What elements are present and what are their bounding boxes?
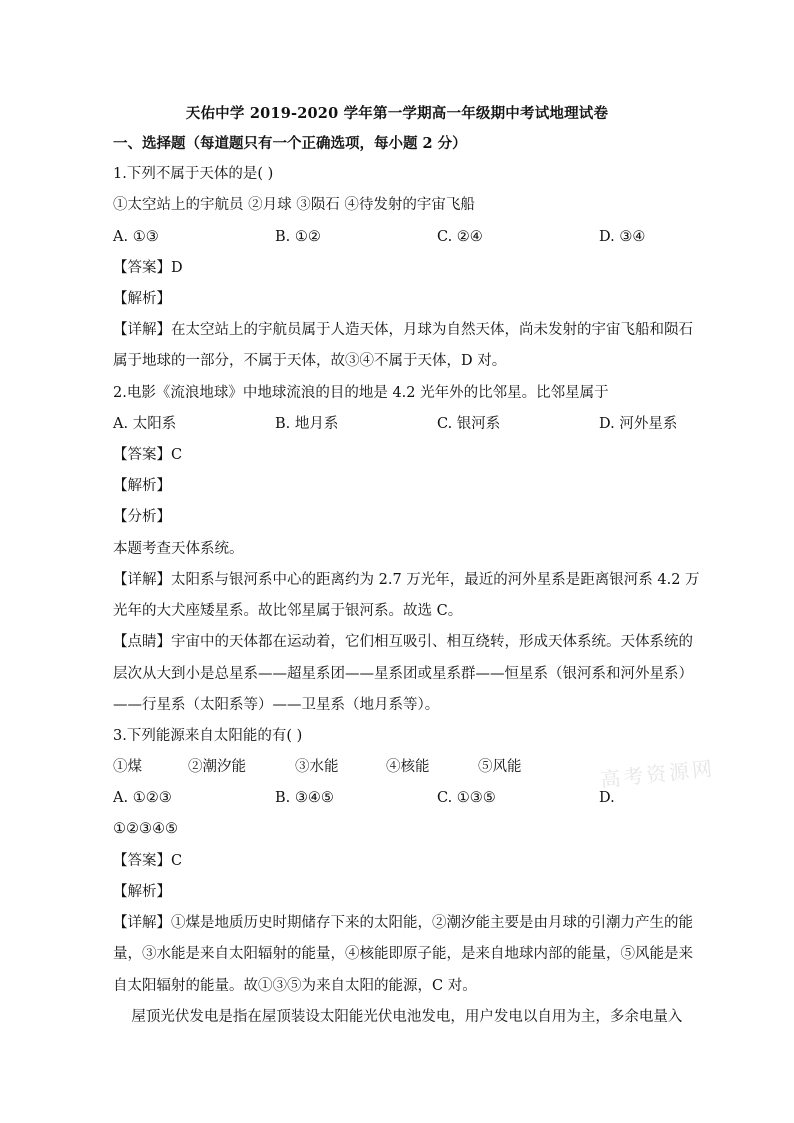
- q3-detail-line1: 【详解】①煤是地质历史时期储存下来的太阳能，②潮汐能主要是由月球的引潮力产生的能: [113, 915, 693, 931]
- q2-fenxi: 【分析】: [113, 509, 171, 525]
- q3-option-b: B. ③④⑤: [275, 790, 334, 806]
- exam-title: 天佑中学 2019-2020 学年第一学期高一年级期中考试地理试卷: [185, 105, 609, 122]
- section-heading: 一、选择题（每道题只有一个正确选项，每小题 2 分）: [113, 135, 467, 152]
- q3-item-1: ①煤: [113, 759, 142, 775]
- q2-option-b: B. 地月系: [275, 416, 339, 432]
- q1-answer: 【答案】D: [113, 260, 183, 276]
- q2-point-line3: ——行星系（太阳系等）——卫星系（地月系等）。: [113, 697, 440, 713]
- q2-answer: 【答案】C: [113, 447, 183, 463]
- q1-stem: 1.下列不属于天体的是( ): [113, 166, 274, 182]
- q3-analysis: 【解析】: [113, 884, 171, 900]
- q3-detail-line2: 量，③水能是来自太阳辐射的能量，④核能即原子能，是来自地球内部的能量，⑤风能是来: [113, 946, 693, 962]
- q3-item-2: ②潮汐能: [188, 759, 246, 775]
- passage-line: 屋顶光伏发电是指在屋顶装设太阳能光伏电池发电，用户发电以自用为主，多余电量入: [113, 1009, 683, 1025]
- q2-topic: 本题考查天体系统。: [113, 541, 244, 557]
- q2-stem: 2.电影《流浪地球》中地球流浪的目的地是 4.2 光年外的比邻星。比邻星属于: [113, 385, 609, 401]
- q1-detail-line2: 属于地球的一部分，不属于天体，故③④不属于天体，D 对。: [113, 353, 507, 369]
- q3-item-4: ④核能: [386, 759, 430, 775]
- watermark: 高考资源网: [599, 756, 717, 792]
- q2-detail-line2: 光年的大犬座矮星系。故比邻星属于银河系。故选 C。: [113, 603, 463, 619]
- q3-option-a: A. ①②③: [113, 790, 172, 806]
- q2-analysis: 【解析】: [113, 478, 171, 494]
- q1-analysis: 【解析】: [113, 291, 171, 307]
- q2-option-d: D. 河外星系: [599, 416, 678, 432]
- q1-items: ①太空站上的宇航员 ②月球 ③陨石 ④待发射的宇宙飞船: [113, 197, 475, 213]
- q2-option-c: C. 银河系: [437, 416, 501, 432]
- q3-option-d-value: ①②③④⑤: [113, 821, 178, 837]
- q3-answer: 【答案】C: [113, 853, 183, 869]
- q3-option-d: D.: [599, 790, 615, 806]
- q1-option-a: A. ①③: [113, 229, 159, 245]
- q3-item-5: ⑤风能: [478, 759, 522, 775]
- q1-option-d: D. ③④: [599, 229, 646, 245]
- q3-stem: 3.下列能源来自太阳能的有( ): [113, 728, 303, 744]
- q1-detail-line1: 【详解】在太空站上的宇航员属于人造天体，月球为自然天体，尚未发射的宇宙飞船和陨石: [113, 322, 693, 338]
- q3-item-3: ③水能: [295, 759, 339, 775]
- q3-option-c: C. ①③⑤: [437, 790, 496, 806]
- q2-option-a: A. 太阳系: [113, 416, 177, 432]
- q2-detail-line1: 【详解】太阳系与银河系中心的距离约为 2.7 万光年，最近的河外星系是距离银河系 4.2 万: [113, 572, 700, 588]
- q3-detail-line3: 自太阳辐射的能量。故①③⑤为来自太阳的能源，C 对。: [113, 978, 477, 994]
- q1-option-b: B. ①②: [275, 229, 321, 245]
- q2-point-line1: 【点睛】宇宙中的天体都在运动着，它们相互吸引、相互绕转，形成天体系统。天体系统的: [113, 634, 693, 650]
- q2-point-line2: 层次从大到小是总星系——超星系团——星系团或星系群——恒星系（银河系和河外星系）: [113, 666, 693, 682]
- q1-option-c: C. ②④: [437, 229, 483, 245]
